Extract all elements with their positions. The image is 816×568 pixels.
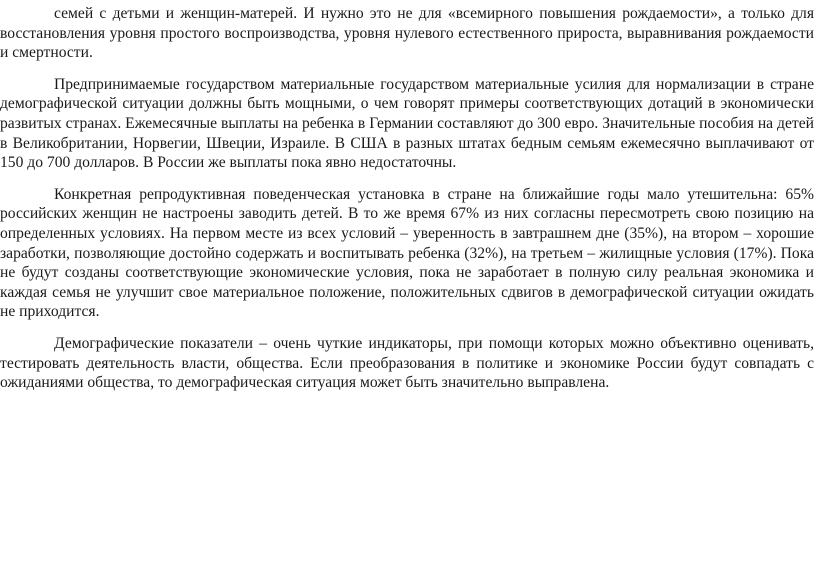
paragraph-3: Конкретная репродуктивная поведенческая установка в стране на ближайшие годы мало утешительна: 65% российских женщин не настроены заводить детей. В то же время 67% из них согласны пересмотреть свою позицию на определенных условиях. На первом месте из всех условий – уверенность в завтрашнем дне (35%), на втором – хорошие заработки, позволяющие достойно содержать и воспитывать ребенка (32%), на третьем – жилищные условия (17%). Пока не будут созданы соответствующие экономические условия, пока не заработает в полную силу реальная экономика и каждая семья не улучшит свое материальное положение, положительных сдвигов в демографической ситуации ожидать не приходится.	[0, 185, 814, 321]
paragraph-2: Предпринимаемые государством материальные государством материальные усилия для нормализации в стране демографической ситуации должны быть мощными, о чем говорят примеры соответствующих дотаций в экономически развитых странах. Ежемесячные выплаты на ребенка в Германии составляют до 300 евро. Значительные пособия на детей в Великобритании, Норвегии, Швеции, Израиле. В США в разных штатах бедным семьям ежемесячно выплачивают от 150 до 700 долларов. В России же выплаты пока явно недостаточны.	[0, 75, 814, 172]
paragraph-4: Демографические показатели – очень чуткие индикаторы, при помощи которых можно объективно оценивать, тестировать деятельность власти, общества. Если преобразования в политике и экономике России будут совпадать с ожиданиями общества, то демографическая ситуация может быть значительно выправлена.	[0, 334, 814, 392]
paragraph-1: семей с детьми и женщин-матерей. И нужно это не для «всемирного повышения рождаемости», а только для восстановления уровня простого воспроизводства, уровня нулевого естественного прироста, выравнивания рождаемости и смертности.	[0, 5, 814, 62]
document-page	[0, 4, 814, 405]
